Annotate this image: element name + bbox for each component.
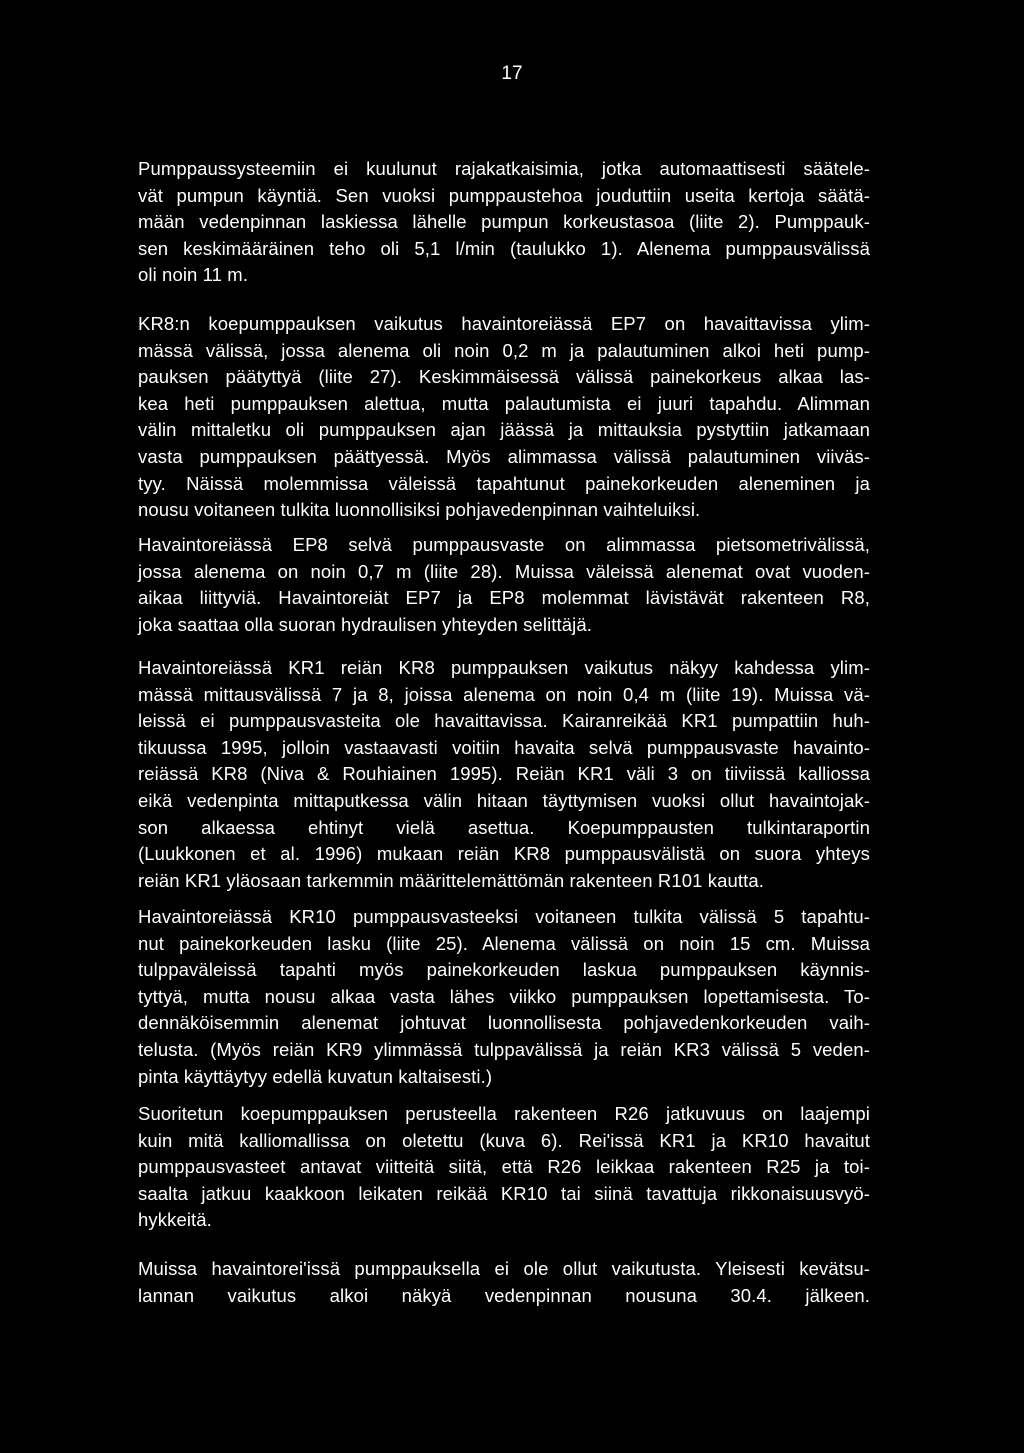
paragraph-line: oli noin 11 m.: [138, 264, 249, 286]
paragraph-line: (Luukkonen et al. 1996) mukaan reiän KR8 pumppausvälistä on suora yhteys: [138, 843, 870, 865]
paragraph-line: reiän KR1 yläosaan tarkemmin määrittelemättömän rakenteen R101 kautta.: [138, 869, 765, 891]
paragraph-line: tyy. Näissä molemmissa väleissä tapahtunut painekorkeuden aleneminen ja: [138, 472, 870, 494]
paragraph-line: pumppausvasteet antavat viitteitä siitä, että R26 leikkaa rakenteen R25 ja toi-: [138, 1156, 870, 1178]
paragraph-line: leissä ei pumppausvasteita ole havaittavissa. Kairanreikää KR1 pumpattiin huh-: [138, 710, 870, 732]
paragraph-line: aikaa liittyviä. Havaintoreiät EP7 ja EP8 molemmat lävistävät rakenteen R8,: [138, 587, 870, 609]
paragraph-7: [138, 1256, 870, 1309]
paragraph-line: mään vedenpinnan laskiessa lähelle pumpun korkeustasoa (liite 2). Pumppauk-: [138, 211, 870, 233]
paragraph-line: jossa alenema on noin 0,7 m (liite 28). Muissa väleissä alenemat ovat vuoden-: [138, 560, 870, 582]
page-number: 17: [501, 63, 523, 84]
paragraph-line: tikuussa 1995, jolloin vastaavasti voitiin havaita selvä pumppausvaste havainto-: [138, 736, 870, 758]
paragraph-line: Havaintoreiässä KR10 pumppausvasteeksi voitaneen tulkita välissä 5 tapahtu-: [138, 906, 870, 927]
paragraph-line: Suoritetun koepumppauksen perusteella rakenteen R26 jatkuvuus on laajempi: [138, 1103, 870, 1124]
paragraph-line: vät pumpun käyntiä. Sen vuoksi pumppaustehoa jouduttiin useita kertoja säätä-: [138, 184, 870, 206]
paragraph-line: tyttyä, mutta nousu alkaa vasta lähes viikko pumppauksen lopettamisesta. To-: [138, 985, 870, 1007]
paragraph-line: dennäköisemmin alenemat johtuvat luonnollisesta pohjavedenkorkeuden vaih-: [138, 1012, 870, 1034]
paragraph-5: [138, 904, 870, 1090]
paragraph-line: saalta jatkuu kaakkoon leikaten reikää KR10 tai siinä tavattuja rikkonaisuusvyö-: [138, 1182, 870, 1204]
paragraph-line: mässä mittausvälissä 7 ja 8, joissa alenema on noin 0,4 m (liite 19). Muissa vä-: [138, 683, 870, 705]
paragraph-line: sen keskimääräinen teho oli 5,1 l/min (taulukko 1). Alenema pumppausvälissä: [138, 237, 870, 259]
paragraph-line: nut painekorkeuden lasku (liite 25). Alenema välissä on noin 15 cm. Muissa: [138, 932, 870, 954]
paragraph-line: välin mittaletku oli pumppauksen ajan jäässä ja mittauksia pystyttiin jatkamaan: [138, 419, 870, 441]
paragraph-line: pinta käyttäytyy edellä kuvatun kaltaisesti.): [138, 1065, 493, 1087]
paragraph-line: kea heti pumppauksen alettua, mutta palautumista ei juuri tapahdu. Alimman: [138, 392, 870, 414]
paragraph-line: tulppaväleissä tapahti myös painekorkeuden laskua pumppauksen käynnis-: [138, 959, 870, 981]
paragraph-line: mässä välissä, jossa alenema oli noin 0,2 m ja palautuminen alkoi heti pump-: [138, 339, 870, 361]
paragraph-line: nousu voitaneen tulkita luonnollisiksi pohjavedenpinnan vaihteluiksi.: [138, 499, 701, 521]
paragraph-line: Havaintoreiässä KR1 reiän KR8 pumppauksen vaikutus näkyy kahdessa ylim-: [138, 657, 870, 678]
paragraph-3: [138, 532, 870, 638]
paragraph-line: lannan vaikutus alkoi näkyä vedenpinnan nousuna 30.4. jälkeen.: [138, 1284, 870, 1306]
paragraph-line: Havaintoreiässä EP8 selvä pumppausvaste on alimmassa pietsometrivälissä,: [138, 534, 870, 555]
paragraph-line: eikä vedenpinta mittaputkessa välin hitaan täyttymisen vuoksi ollut havaintojak-: [138, 789, 870, 811]
paragraph-line: joka saattaa olla suoran hydraulisen yhteyden selittäjä.: [138, 613, 592, 635]
paragraph-line: pauksen päätyttyä (liite 27). Keskimmäisessä välissä painekorkeus alkaa las-: [138, 366, 870, 388]
paragraph-2: [138, 311, 870, 524]
paragraph-line: vasta pumppauksen päättyessä. Myös alimmassa välissä palautuminen viiväs-: [138, 445, 870, 467]
paragraph-line: telusta. (Myös reiän KR9 ylimmässä tulppavälissä ja reiän KR3 välissä 5 veden-: [138, 1038, 870, 1060]
paragraph-4: [138, 655, 870, 894]
paragraph-line: reiässä KR8 (Niva & Rouhiainen 1995). Reiän KR1 väli 3 on tiiviissä kalliossa: [138, 763, 870, 785]
paragraph-line: son alkaessa ehtinyt vielä asettua. Koepumppausten tulkintaraportin: [138, 816, 870, 838]
paragraph-line: kuin mitä kalliomallissa on oletettu (kuva 6). Rei'issä KR1 ja KR10 havaitut: [138, 1129, 870, 1151]
paragraph-1: [138, 156, 870, 289]
paragraph-6: [138, 1101, 870, 1234]
paragraph-line: KR8:n koepumppauksen vaikutus havaintoreiässä EP7 on havaittavissa ylim-: [138, 313, 870, 334]
paragraph-line: hykkeitä.: [138, 1209, 212, 1231]
paragraph-line: Muissa havaintorei'issä pumppauksella ei ole ollut vaikutusta. Yleisesti kevätsu-: [138, 1258, 870, 1279]
paragraph-line: Pumppaussysteemiin ei kuulunut rajakatkaisimia, jotka automaattisesti säätele-: [138, 158, 870, 179]
